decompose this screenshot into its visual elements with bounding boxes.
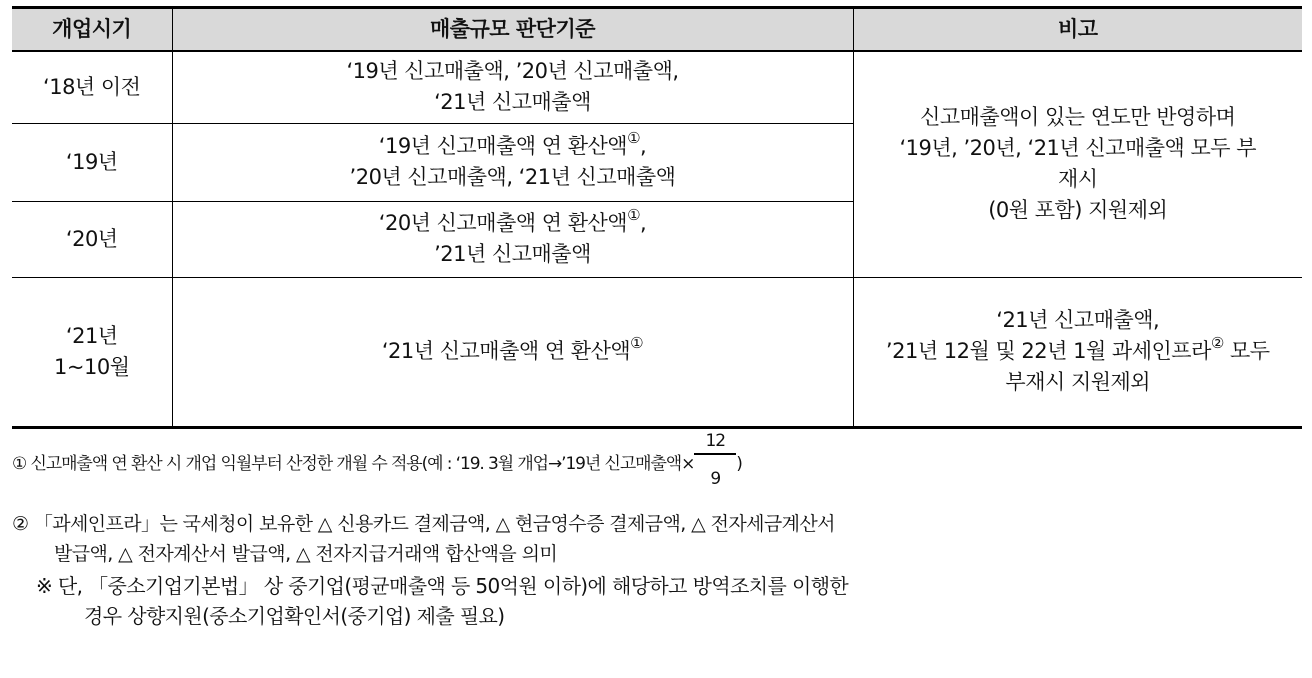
footnote-marker-2: ②: [1210, 334, 1224, 352]
criteria-cell: ‘19년 신고매출액 연 환산액①, ’20년 신고매출액, ‘21년 신고매출액: [172, 123, 853, 201]
header-opening-period: 개업시기: [12, 8, 172, 52]
period-cell: ‘20년: [12, 201, 172, 277]
footnote-marker-1: ①: [627, 206, 641, 224]
fraction: [694, 430, 736, 489]
criteria-cell: ‘20년 신고매출액 연 환산액①, ’21년 신고매출액: [172, 201, 853, 277]
table-row: [12, 51, 1302, 123]
table-row: [12, 277, 1302, 427]
footnote-note-continued: 경우 상향지원(중소기업확인서(중기업) 제출 필요): [84, 603, 505, 628]
footnote-2: ② 「과세인프라」는 국세청이 보유한 △ 신용카드 결제금액, △ 현금영수증 결제금액, △ 전자세금계산서 발급액, △ 전자계산서 발급액, △ 전자지급거래액 합산액을 의미: [12, 512, 835, 565]
footnote-marker-1: ①: [630, 334, 644, 352]
footnotes: [12, 430, 1300, 631]
header-remarks: 비고: [853, 8, 1302, 52]
table-header-row: [12, 8, 1302, 52]
header-sales-criteria: 매출규모 판단기준: [172, 8, 853, 52]
period-cell: ‘21년 1~10월: [12, 277, 172, 427]
period-cell: ‘19년: [12, 123, 172, 201]
sales-criteria-table: [12, 6, 1302, 429]
document-sheet: [12, 6, 1300, 631]
criteria-cell: ‘21년 신고매출액 연 환산액①: [172, 277, 853, 427]
criteria-cell: ‘19년 신고매출액, ’20년 신고매출액, ‘21년 신고매출액: [172, 51, 853, 123]
fraction-numerator: 12: [694, 429, 736, 455]
remark-cell: ‘21년 신고매출액, ’21년 12월 및 22년 1월 과세인프라② 모두 부재시 지원제외: [853, 277, 1302, 427]
period-cell: ‘18년 이전: [12, 51, 172, 123]
fraction-denominator: 9: [710, 468, 721, 489]
remark-cell-merged: 신고매출액이 있는 연도만 반영하며 ‘19년, ’20년, ‘21년 신고매출액 모두 부 재시 (0원 포함) 지원제외: [853, 51, 1302, 277]
footnote-note: ※ 단, 「중소기업기본법」 상 중기업(평균매출액 등 50억원 이하)에 해당하고 방역조치를 이행한: [36, 573, 849, 598]
footnote-1: ① 신고매출액 연 환산 시 개업 익월부터 산정한 개월 수 적용(예 : ‘19. 3월 개업→’19년 신고매출액× $\frac{12}{9}$ ): [12, 430, 742, 489]
footnote-marker-1: ①: [627, 129, 641, 147]
